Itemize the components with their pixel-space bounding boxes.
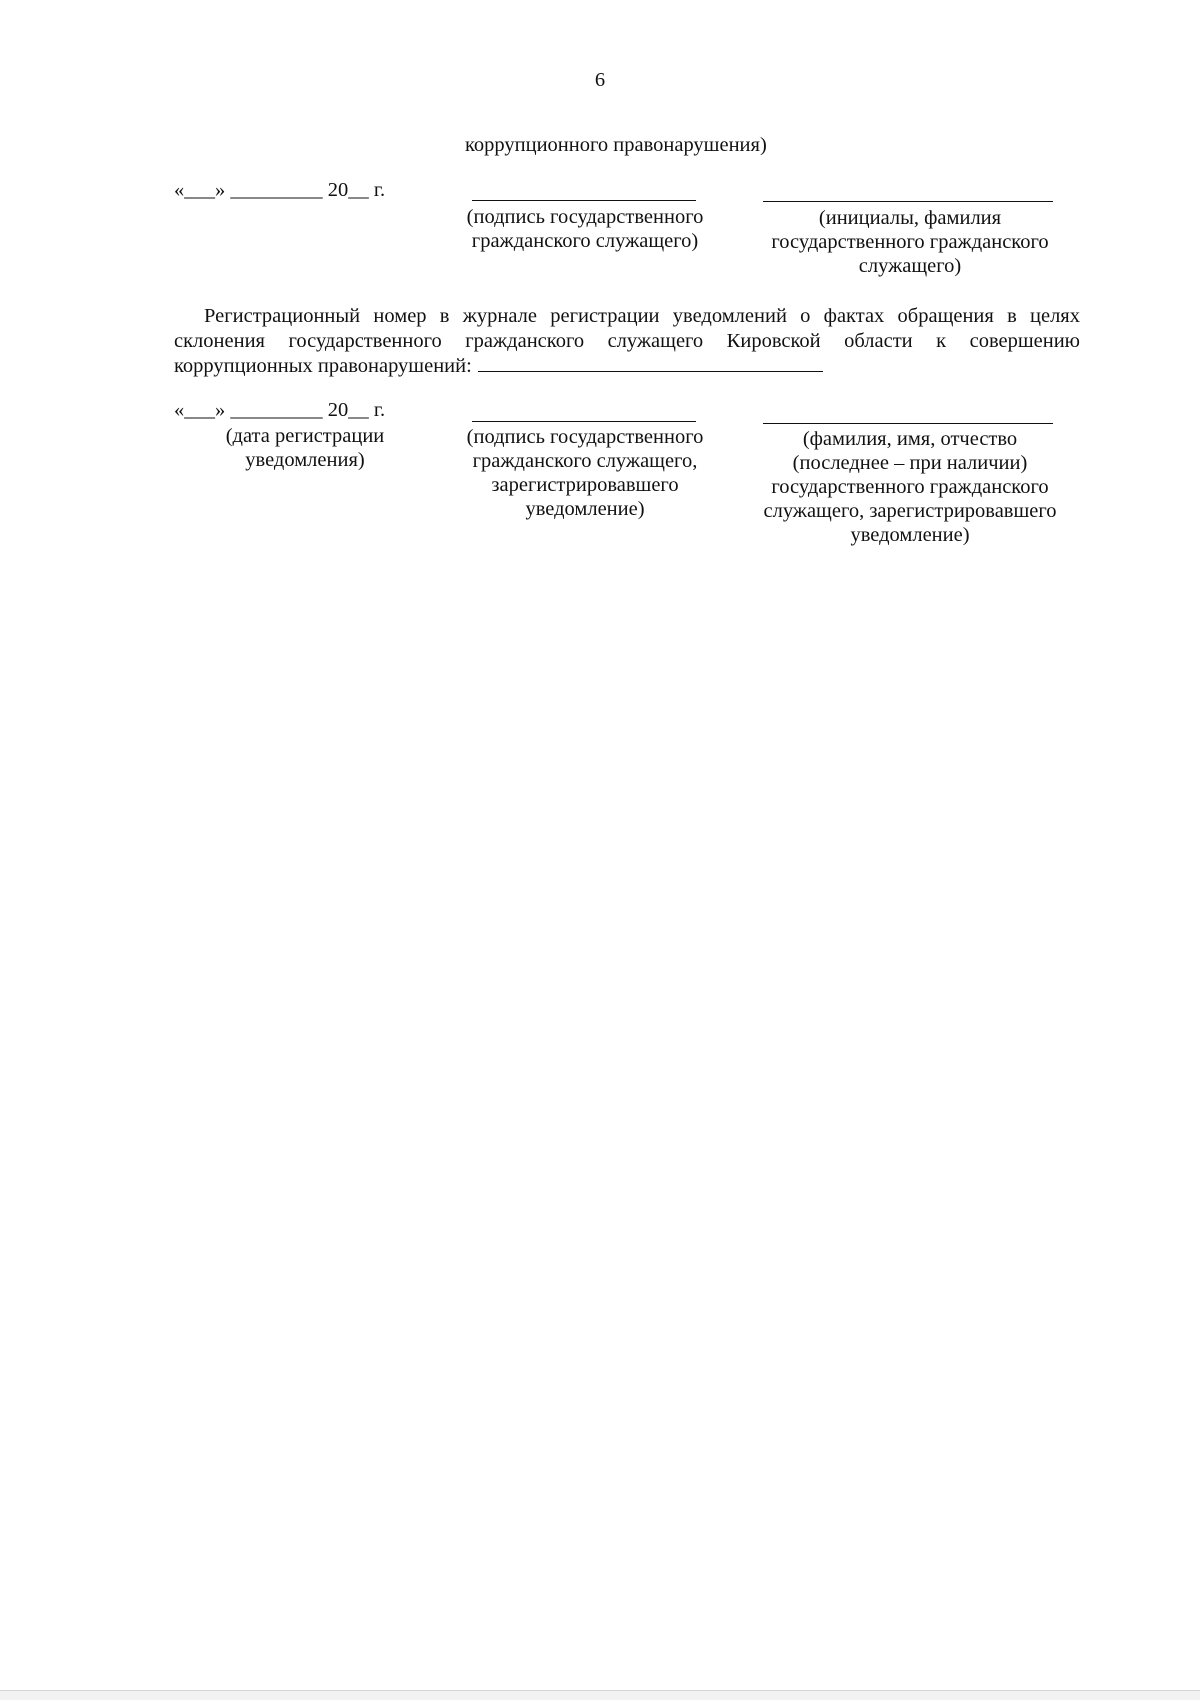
registration-text: Регистрационный номер в журнале регистрации уведомлений о фактах обращения в целях склонения государственного гражданского служащего Кировской области к совершению коррупционных правонарушений: bbox=[174, 305, 1080, 377]
caption-line: зарегистрировавшего bbox=[491, 474, 679, 496]
caption-line: (инициалы, фамилия bbox=[818, 207, 1002, 229]
initials-caption-1 bbox=[740, 206, 1080, 278]
registration-number-line bbox=[478, 353, 823, 372]
caption-line: (подпись государственного bbox=[466, 426, 704, 448]
name-line-2 bbox=[763, 423, 1053, 424]
caption-line: (последнее – при наличии) bbox=[792, 452, 1028, 474]
date-caption-2 bbox=[180, 424, 430, 472]
caption-line: гражданского служащего) bbox=[471, 230, 699, 252]
caption-line: государственного гражданского bbox=[771, 231, 1049, 253]
signature-caption-1 bbox=[420, 205, 750, 253]
caption-line: уведомление) bbox=[850, 524, 970, 546]
page-number: 6 bbox=[594, 69, 606, 91]
signature-line-2 bbox=[472, 421, 696, 422]
caption-line: (фамилия, имя, отчество bbox=[802, 428, 1018, 450]
signature-line-1 bbox=[472, 200, 696, 201]
top-continuation-text: коррупционного правонарушения) bbox=[465, 134, 767, 156]
caption-line: (подпись государственного bbox=[466, 206, 704, 228]
name-caption-2 bbox=[740, 427, 1080, 547]
caption-line: уведомление) bbox=[525, 498, 645, 520]
registration-paragraph bbox=[174, 304, 1080, 379]
caption-line: гражданского служащего, bbox=[472, 450, 698, 472]
date-line-1: «___» _________ 20__ г. bbox=[174, 179, 386, 201]
caption-line: служащего, зарегистрировавшего bbox=[763, 500, 1057, 522]
signature-caption-2 bbox=[420, 425, 750, 521]
date-line-2: «___» _________ 20__ г. bbox=[174, 399, 386, 421]
caption-line: государственного гражданского bbox=[771, 476, 1049, 498]
caption-line: уведомления) bbox=[245, 449, 365, 471]
caption-line: служащего) bbox=[858, 255, 962, 277]
initials-line-1 bbox=[763, 201, 1053, 202]
caption-line: (дата регистрации bbox=[225, 425, 385, 447]
